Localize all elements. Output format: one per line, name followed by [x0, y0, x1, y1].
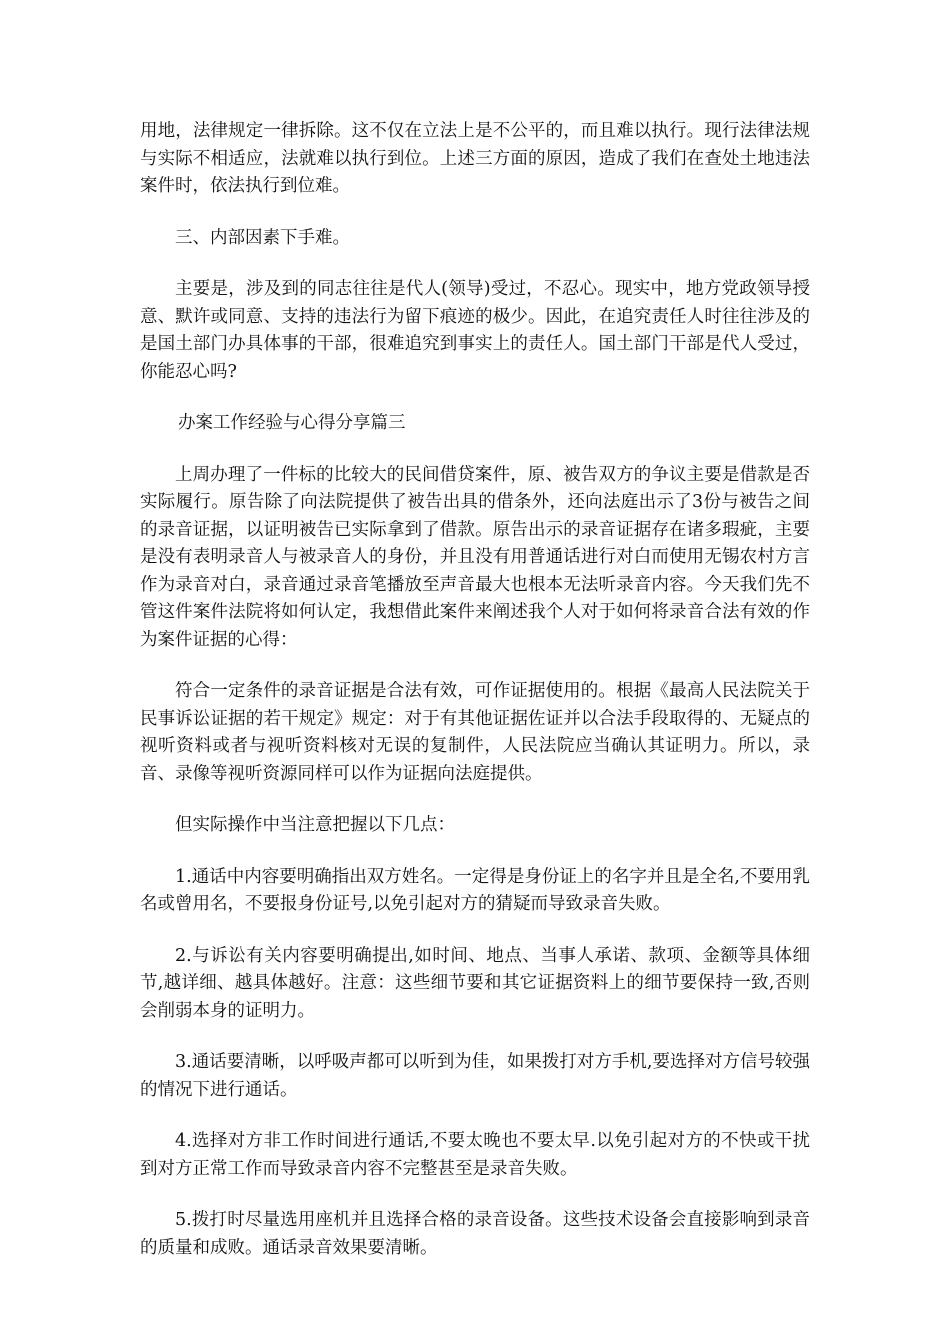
- article-title: 办案工作经验与心得分享篇三: [178, 413, 406, 433]
- list-item-2: 2.与诉讼有关内容要明确提出,如时间、地点、当事人承诺、款项、金额等具体细节,越详细、越具体越好。注意：这些细节要和其它证据资料上的细节要保持一致,否则会削弱本身的证明力。: [140, 945, 810, 1021]
- list-item-5: 5.拨打时尽量选用座机并且选择合格的录音设备。这些技术设备会直接影响到录音的质量和成败。通话录音效果要清晰。: [140, 1210, 810, 1258]
- list-item-1: 1.通话中内容要明确指出双方姓名。一定得是身份证上的名字并且是全名,不要用乳名或曾用名，不要报身份证号,以免引起对方的猜疑而导致录音失败。: [140, 866, 810, 914]
- document-body: [140, 118, 810, 1286]
- paragraph-body: 上周办理了一件标的比较大的民间借贷案件，原、被告双方的争议主要是借款是否实际履行。原告除了向法院提供了被告出具的借条外，还向法庭出示了3份与被告之间的录音证据，以证明被告已实际拿到了借款。原告出示的录音证据存在诸多瑕疵，主要是没有表明录音人与被录音人的身份，并且没有用普通话进行对白而使用无锡农村方言作为录音对白，录音通过录音笔播放至声音最大也根本无法听录音内容。今天我们先不管这件案件法院将如何认定，我想借此案件来阐述我个人对于如何将录音合法有效的作为案件证据的心得：: [140, 464, 810, 650]
- list-item-4: 4.选择对方非工作时间进行通话,不要太晚也不要太早.以免引起对方的不快或干扰到对方正常工作而导致录音内容不完整甚至是录音失败。: [140, 1131, 810, 1179]
- list-item-3: 3.通话要清晰，以呼吸声都可以听到为佳，如果拨打对方手机,要选择对方信号较强的情况下进行通话。: [140, 1052, 810, 1100]
- paragraph-continuation: 用地，法律规定一律拆除。这不仅在立法上是不公平的，而且难以执行。现行法律法规与实际不相适应，法就难以执行到位。上述三方面的原因，造成了我们在查处土地违法案件时，依法执行到位难。: [140, 121, 810, 196]
- paragraph-body: 符合一定条件的录音证据是合法有效，可作证据使用的。根据《最高人民法院关于民事诉讼证据的若干规定》规定：对于有其他证据佐证并以合法手段取得的、无疑点的视听资料或者与视听资料核对无误的复制件，人民法院应当确认其证明力。所以，录音、录像等视听资源同样可以作为证据向法庭提供。: [140, 681, 810, 784]
- section-heading-internal-factors: 三、内部因素下手难。: [175, 227, 350, 248]
- paragraph-body: 但实际操作中当注意把握以下几点：: [175, 815, 455, 835]
- paragraph-body: 主要是，涉及到的同志往往是代人(领导)受过，不忍心。现实中，地方党政领导授意、默许或同意、支持的违法行为留下痕迹的极少。因此，在追究责任人时往往涉及的是国土部门办具体事的干部，很难追究到事实上的责任人。国土部门干部是代人受过，你能忍心吗?: [140, 279, 810, 382]
